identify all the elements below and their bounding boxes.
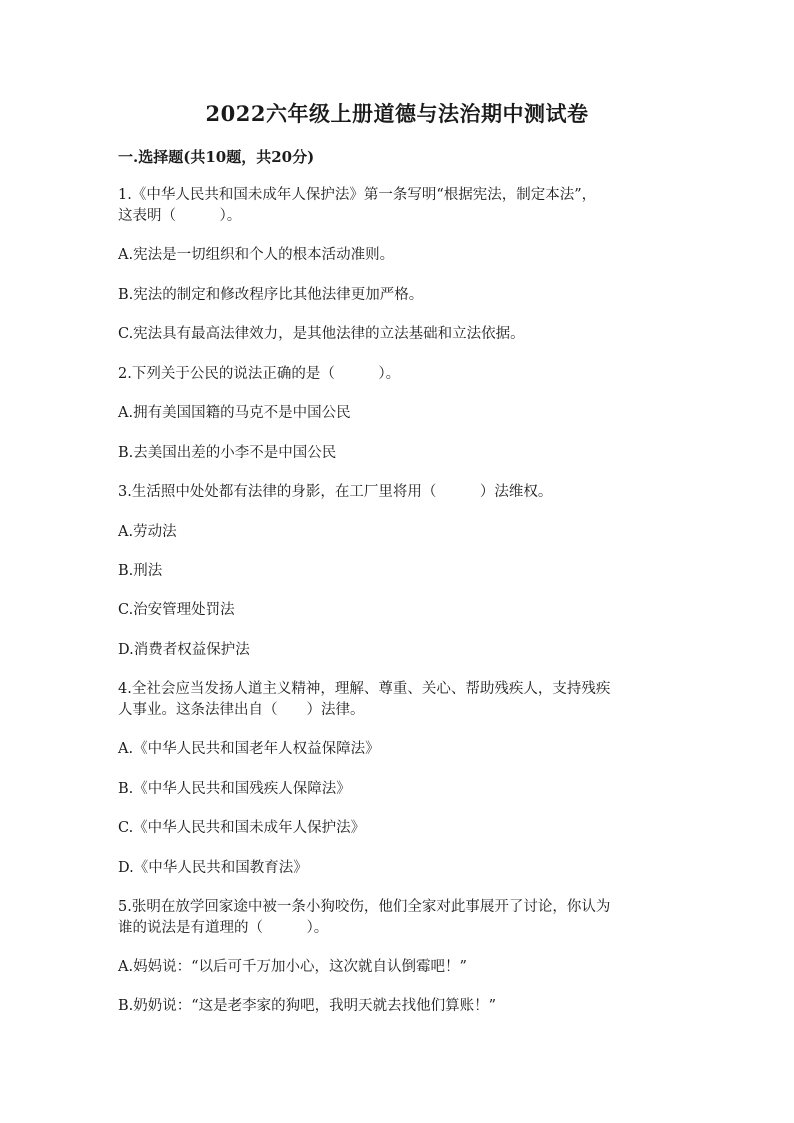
question-4-stem-line-1: 4.全社会应当发扬人道主义精神，理解、尊重、关心、帮助残疾人，支持残疾 <box>118 681 611 697</box>
question-1-option-a: A.宪法是一切组织和个人的根本活动准则。 <box>118 247 395 263</box>
question-5-option-a: A.妈妈说：“以后可千万加小心，这次就自认倒霉吧！” <box>118 959 467 975</box>
question-5-stem-line-2: 谁的说法是有道理的（ ）。 <box>118 920 329 936</box>
question-3-option-b: B.刑法 <box>118 563 163 579</box>
question-4-option-c: C.《中华人民共和国未成年人保护法》 <box>118 820 366 836</box>
question-4-option-d: D.《中华人民共和国教育法》 <box>118 860 308 876</box>
question-4-stem-line-2: 人事业。这条法律出自（ ）法律。 <box>118 702 365 718</box>
page-title: 2022六年级上册道德与法治期中测试卷 <box>205 101 589 126</box>
section-heading: 一.选择题(共10题，共20分) <box>118 148 315 166</box>
question-5-option-b: B.奶奶说：“这是老李家的狗吧，我明天就去找他们算账！” <box>118 998 497 1014</box>
question-3-stem: 3.生活照中处处都有法律的身影，在工厂里将用（ ）法维权。 <box>118 484 553 500</box>
question-5-stem-line-1: 5.张明在放学回家途中被一条小狗咬伤，他们全家对此事展开了讨论，你认为 <box>118 899 611 915</box>
question-1-stem-line-1: 1.《中华人民共和国未成年人保护法》第一条写明“根据宪法，制定本法”， <box>118 187 597 203</box>
question-4-option-a: A.《中华人民共和国老年人权益保障法》 <box>118 741 380 757</box>
question-2-option-a: A.拥有美国国籍的马克不是中国公民 <box>118 405 351 421</box>
question-4-option-b: B.《中华人民共和国残疾人保障法》 <box>118 781 351 797</box>
question-2-option-b: B.去美国出差的小李不是中国公民 <box>118 445 337 461</box>
question-2-stem: 2.下列关于公民的说法正确的是（ ）。 <box>118 366 401 382</box>
question-3-option-c: C.治安管理处罚法 <box>118 602 235 618</box>
question-3-option-a: A.劳动法 <box>118 524 177 540</box>
question-1-option-b: B.宪法的制定和修改程序比其他法律更加严格。 <box>118 287 424 303</box>
question-1-option-c: C.宪法具有最高法律效力，是其他法律的立法基础和立法依据。 <box>118 326 525 342</box>
question-3-option-d: D.消费者权益保护法 <box>118 642 250 658</box>
question-1-stem-line-2: 这表明（ ）。 <box>118 208 242 224</box>
